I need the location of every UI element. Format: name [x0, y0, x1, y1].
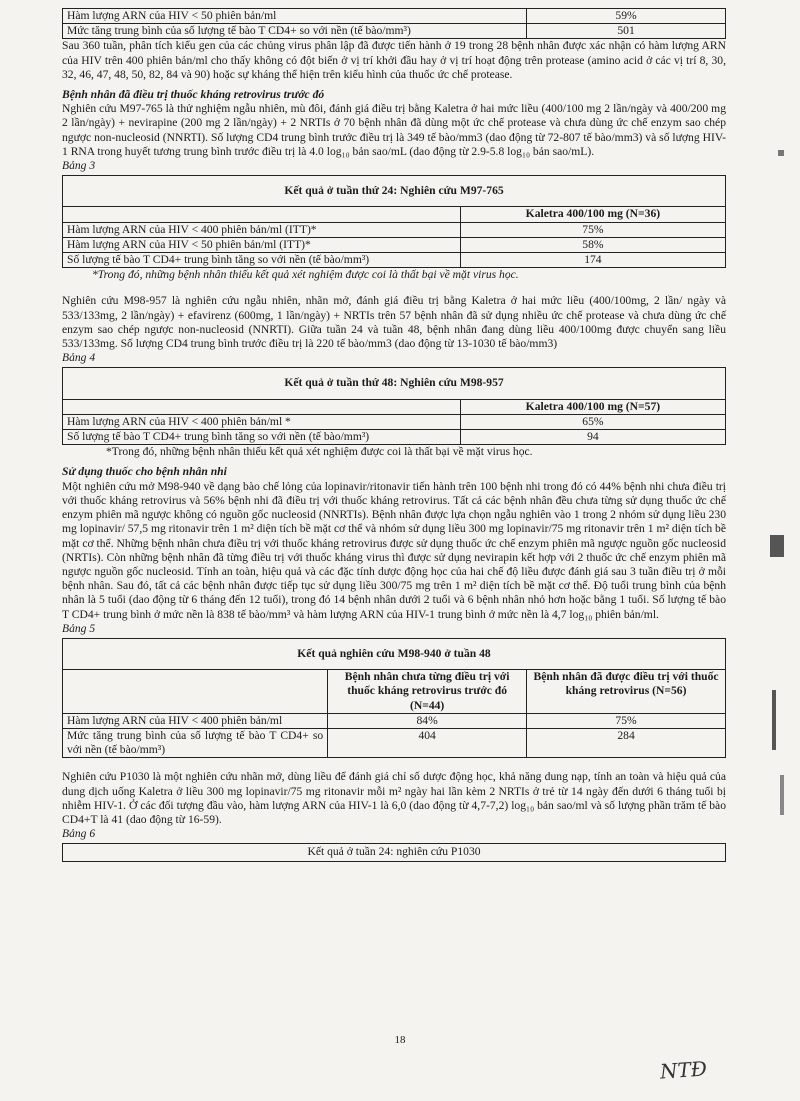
row-label: Hàm lượng ARN của HIV < 50 phiên bản/ml	[63, 9, 527, 24]
row-value: 59%	[527, 9, 726, 24]
row-value: 404	[328, 728, 527, 757]
table-title: Kết quả ở tuần thứ 24: Nghiên cứu M97-765	[63, 176, 726, 207]
row-value: 174	[460, 253, 725, 268]
table-row	[63, 430, 726, 445]
column-header: Kaletra 400/100 mg (N=36)	[460, 207, 725, 222]
margin-mark	[772, 690, 776, 750]
table-caption: Bảng 4	[62, 351, 96, 365]
table-title-row	[63, 844, 726, 861]
table-title-row	[63, 368, 726, 399]
paragraph-p1030: Nghiên cứu P1030 là một nghiên cứu nhãn mở, dùng liều để đánh giá chỉ số dược động học, khả năng dung nạp, tính an toàn và hiệu quả của dung dịch uống Kaletra ở liều 300 mg lopinavir/75 mg ritonavir mỗi m² ngày hai lần kèm 2 NRTIs ở trẻ từ 14 ngày đến dưới 6 tháng tuổi bị nhiễm HIV-1. Ở các đối tượng đầu vào, hàm lượng ARN của HIV-1 là 6,0 (dao động từ 4,7-7,2) log₁₀ bản sao/ml và số lượng phần trăm tế bào CD4+T là 41 (dao động từ 16-59).	[62, 770, 726, 826]
row-label: Mức tăng trung bình của số lượng tế bào T CD4+ so với nền (tế bào/mm³)	[63, 728, 328, 757]
row-value: 84%	[328, 713, 527, 728]
row-value: 284	[527, 728, 726, 757]
page-number: 18	[394, 1034, 406, 1046]
row-label: Số lượng tế bào T CD4+ trung bình tăng so với nền (tế bào/mm³)	[63, 430, 461, 445]
row-value: 58%	[460, 237, 725, 252]
paragraph-m98-957: Nghiên cứu M98-957 là nghiên cứu ngẫu nhiên, nhãn mở, đánh giá điều trị bằng Kaletra ở hai mức liều (400/100mg, 2 lần/ ngày và 533/133mg, 2 lần/ngày) + efavirenz (600mg, 1 lần/ngày) + NRTIs trên 57 bệnh nhân đã sử dụng nhiều ức chế protease và chưa dùng ức chế enzym sao chép ngược non-nucleosid (NNRTI). Giữa tuần 24 và tuần 48, bệnh nhân đang dùng liều 400/100mg được chuyển sang liều 533/133mg. Số lượng CD4 trung bình trước điều trị là 220 tế bào/mm3 (dao động từ 13-1030 tế bào/mm3)	[62, 294, 726, 351]
table-footnote: *Trong đó, những bệnh nhân thiếu kết quả xét nghiệm được coi là thất bại về mặt virus học.	[106, 445, 533, 459]
table-row	[63, 728, 726, 757]
table-4	[62, 367, 726, 445]
row-label: Hàm lượng ARN của HIV < 400 phiên bản/ml	[63, 713, 328, 728]
paragraph-genotype: Sau 360 tuần, phân tích kiểu gen của các chủng virus phân lập đã được tiến hành ở 19 trong 28 bệnh nhân được xác nhận có hàm lượng ARN của HIV trên 400 phiên bản/ml cho thấy không có đột biến ở vị trí khởi đầu hay ở vị trí hoạt động trên protease (amino acid ở các vị trí 8, 30, 32, 46, 47, 48, 50, 82, 84 và 90) hoặc sự kháng thể hiện trên kiểu hình của thuốc ức chế protease.	[62, 39, 726, 81]
table-continued	[62, 8, 726, 39]
section-heading-pediatric: Sử dụng thuốc cho bệnh nhân nhi	[62, 465, 227, 479]
table-3	[62, 175, 726, 268]
row-value: 501	[527, 24, 726, 39]
table-row	[63, 253, 726, 268]
table-footnote: *Trong đó, những bệnh nhân thiếu kết quả xét nghiệm được coi là thất bại về mặt virus học.	[92, 268, 519, 282]
table-header-row	[63, 207, 726, 222]
table-title: Kết quả nghiên cứu M98-940 ở tuần 48	[63, 638, 726, 669]
row-value: 65%	[460, 414, 725, 429]
header-empty	[63, 399, 461, 414]
paragraph-m98-940: Một nghiên cứu mở M98-940 về dạng bào chế lỏng của lopinavir/ritonavir tiến hành trên 100 bệnh nhi trong đó có 44% bệnh nhi chưa điều trị với thuốc kháng retrovirus và 56% bệnh nhi đã điều trị với thuốc kháng retrovirus. Tất cả các bệnh nhân đều chưa từng sử dụng thuốc ức chế enzym phiên mã ngược không có nguồn gốc nucleosid (NNRTIs). Bệnh nhân được lựa chọn ngẫu nghiên vào 1 trong 2 nhóm sử dụng liều 230 mg lopinavir/ 57,5 mg ritonavir trên 1 m² diện tích bề mặt cơ thể và nhóm sử dụng liều 300 mg lopinavir/75 mg ritonavir trên 1 m² diện tích bề mặt cơ thể. Những bệnh nhân chưa điều trị với thuốc kháng retrovirus được sử dụng thuốc ức chế enzym phiên mã ngược nguồn gốc nucleosid (NRTIs). Còn những bệnh nhân đã từng điều trị với thuốc kháng virus thì được sử dụng nevirapin kết hợp với 2 thuốc ức chế enzym phiên mã ngược nguồn gốc nucleosid. Tính an toàn, hiệu quả và các đặc tính dược động học của hai chế độ liều được đánh giá sau 3 tuần điều trị ở mỗi bệnh nhân. Sau đó, tất cả các bệnh nhân được tiếp tục sử dụng liều 300/75 mg trên 1 m² diện tích bề mặt cơ thể. Độ tuổi trung bình của bệnh nhân là 5 tuổi (dao động từ 6 tháng đến 12 tuổi), trong đó 14 bệnh nhân dưới 2 tuổi và 6 bệnh nhân nhỏ hơn hoặc bằng 1 tuổi. Số lượng tế bào T CD4+ trung bình ở mức nền là 838 tế bào/mm³ và hàm lượng ARN của HIV-1 trung bình ở mức nền là 4,7 log₁₀ phiên bản/ml.	[62, 479, 726, 621]
row-label: Hàm lượng ARN của HIV < 50 phiên bản/ml (ITT)*	[63, 237, 461, 252]
row-label: Mức tăng trung bình của số lượng tế bào T CD4+ so với nền (tế bào/mm³)	[63, 24, 527, 39]
row-label: Số lượng tế bào T CD4+ trung bình tăng so với nền (tế bào/mm³)	[63, 253, 461, 268]
table-title: Kết quả ở tuần 24: nghiên cứu P1030	[63, 844, 726, 861]
table-title-row	[63, 176, 726, 207]
paragraph-m97-765: Nghiên cứu M97-765 là thử nghiệm ngẫu nhiên, mù đôi, đánh giá điều trị bằng Kaletra ở hai mức liều (400/100 mg 2 lần/ngày và 400/200 mg 2 lần/ngày) + nevirapine (200 mg 2 lần/ngày) + 2 NRTIs ở 70 bệnh nhân đã dùng một ức chế protease và chưa dùng ức chế enzym sao chép ngược non-nucleosid (NNRTI). Số lượng CD4 trung bình trước điều trị là 349 tế bào/mm3 (dao động từ 72-807 tế bào/mm3) và số lượng HIV-1 RNA trong huyết tương trung bình trước điều trị là 4.0 log₁₀ bản sao/mL (dao động từ 2.9-5.8 log₁₀ bản sao/mL).	[62, 102, 726, 158]
document-page	[62, 6, 726, 862]
table-title-row	[63, 638, 726, 669]
row-label: Hàm lượng ARN của HIV < 400 phiên bản/ml (ITT)*	[63, 222, 461, 237]
column-header: Kaletra 400/100 mg (N=57)	[460, 399, 725, 414]
margin-mark	[778, 150, 784, 156]
header-empty	[63, 207, 461, 222]
table-caption: Bảng 5	[62, 621, 96, 635]
table-6	[62, 843, 726, 861]
table-5	[62, 638, 726, 758]
margin-mark	[780, 775, 784, 815]
table-title: Kết quả ở tuần thứ 48: Nghiên cứu M98-957	[63, 368, 726, 399]
table-caption: Bảng 6	[62, 827, 96, 841]
column-header: Bệnh nhân chưa từng điều trị với thuốc kháng retrovirus trước đó (N=44)	[328, 670, 527, 714]
table-row	[63, 237, 726, 252]
table-row	[63, 713, 726, 728]
handwritten-signature: NTĐ	[659, 1056, 708, 1084]
row-label: Hàm lượng ARN của HIV < 400 phiên bản/ml *	[63, 414, 461, 429]
row-value: 94	[460, 430, 725, 445]
table-row	[63, 24, 726, 39]
row-value: 75%	[527, 713, 726, 728]
margin-mark	[770, 535, 784, 557]
table-row	[63, 9, 726, 24]
table-header-row	[63, 399, 726, 414]
table-row	[63, 222, 726, 237]
column-header: Bệnh nhân đã được điều trị với thuốc kháng retrovirus (N=56)	[527, 670, 726, 714]
table-caption: Bảng 3	[62, 159, 96, 173]
row-value: 75%	[460, 222, 725, 237]
header-empty	[63, 670, 328, 714]
table-row	[63, 414, 726, 429]
table-header-row	[63, 670, 726, 714]
section-heading-pretreated: Bệnh nhân đã điều trị thuốc kháng retrovirus trước đó	[62, 88, 325, 102]
